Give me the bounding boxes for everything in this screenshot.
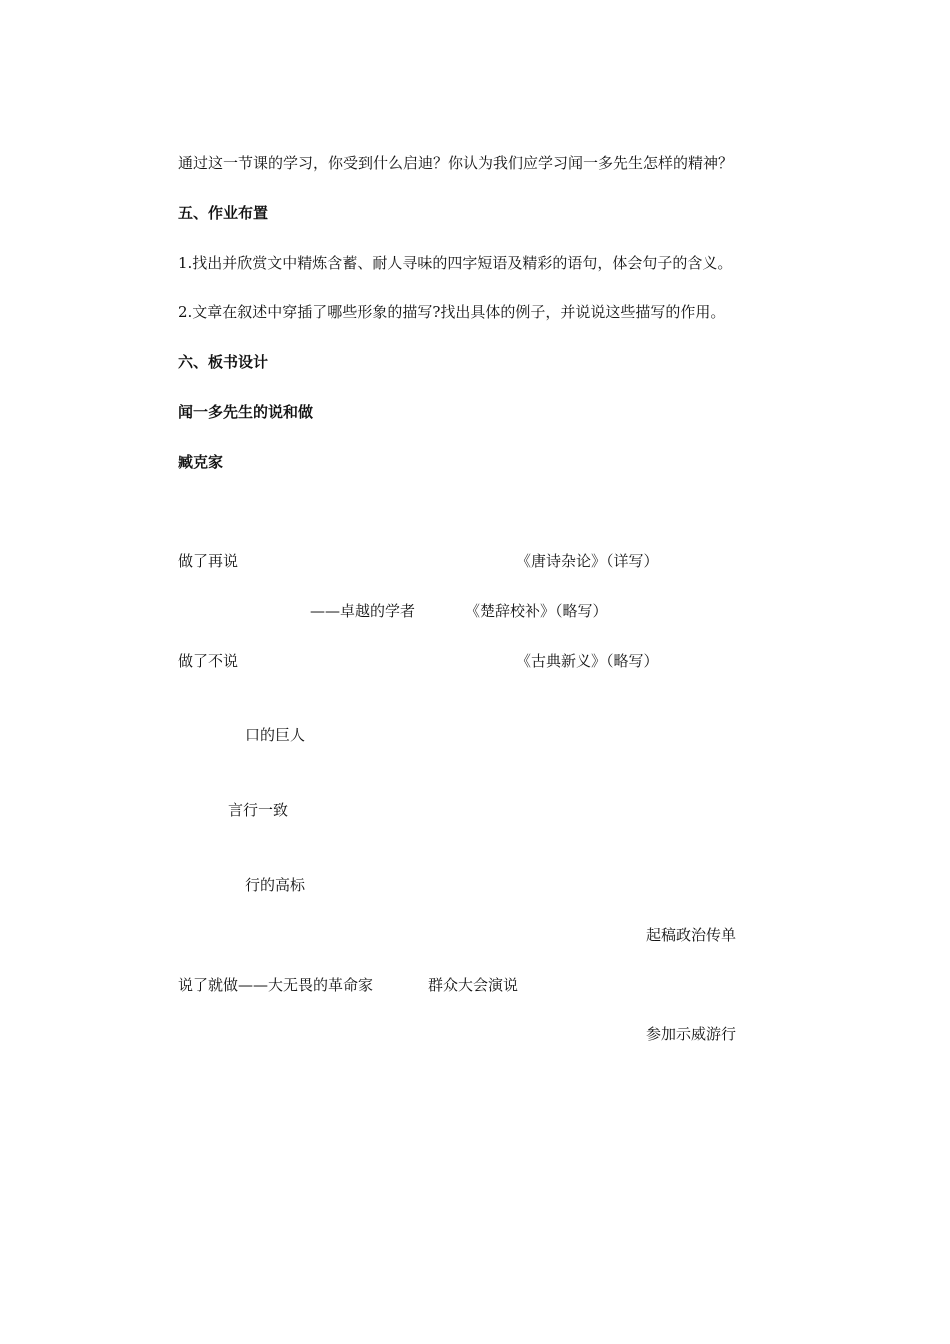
lesson-title: 闻一多先生的说和做: [178, 403, 314, 421]
scholar-left-top: 做了再说: [178, 552, 239, 570]
intro-question: 通过这一节课的学习，你受到什么启迪？你认为我们应学习闻一多先生怎样的精神？: [178, 154, 734, 172]
scholar-left-bottom: 做了不说: [178, 652, 239, 670]
scholar-work-1: 《唐诗杂论》（详写）: [516, 552, 659, 570]
middle-line-2: 言行一致: [228, 801, 289, 819]
board-design-heading: 六、板书设计: [178, 353, 269, 371]
lesson-author: 臧克家: [178, 453, 224, 471]
scholar-center: ——卓越的学者: [310, 602, 416, 620]
middle-line-3: 行的高标: [245, 876, 306, 894]
homework-item-1: 1.找出并欣赏文中精炼含蓄、耐人寻味的四字短语及精彩的语句，体会句子的含义。: [178, 254, 733, 272]
revolutionary-main: 说了就做——大无畏的革命家: [178, 976, 374, 994]
homework-heading: 五、作业布置: [178, 204, 269, 222]
scholar-work-3: 《古典新义》（略写）: [516, 652, 659, 670]
revolutionary-act-bottom: 参加示威游行: [646, 1025, 737, 1043]
revolutionary-act-top: 起稿政治传单: [646, 926, 737, 944]
homework-item-2: 2.文章在叙述中穿插了哪些形象的描写?找出具体的例子，并说说这些描写的作用。: [178, 303, 726, 321]
scholar-work-2: 《楚辞校补》（略写）: [465, 602, 608, 620]
revolutionary-act-center: 群众大会演说: [428, 976, 519, 994]
middle-line-1: 口的巨人: [245, 726, 306, 744]
